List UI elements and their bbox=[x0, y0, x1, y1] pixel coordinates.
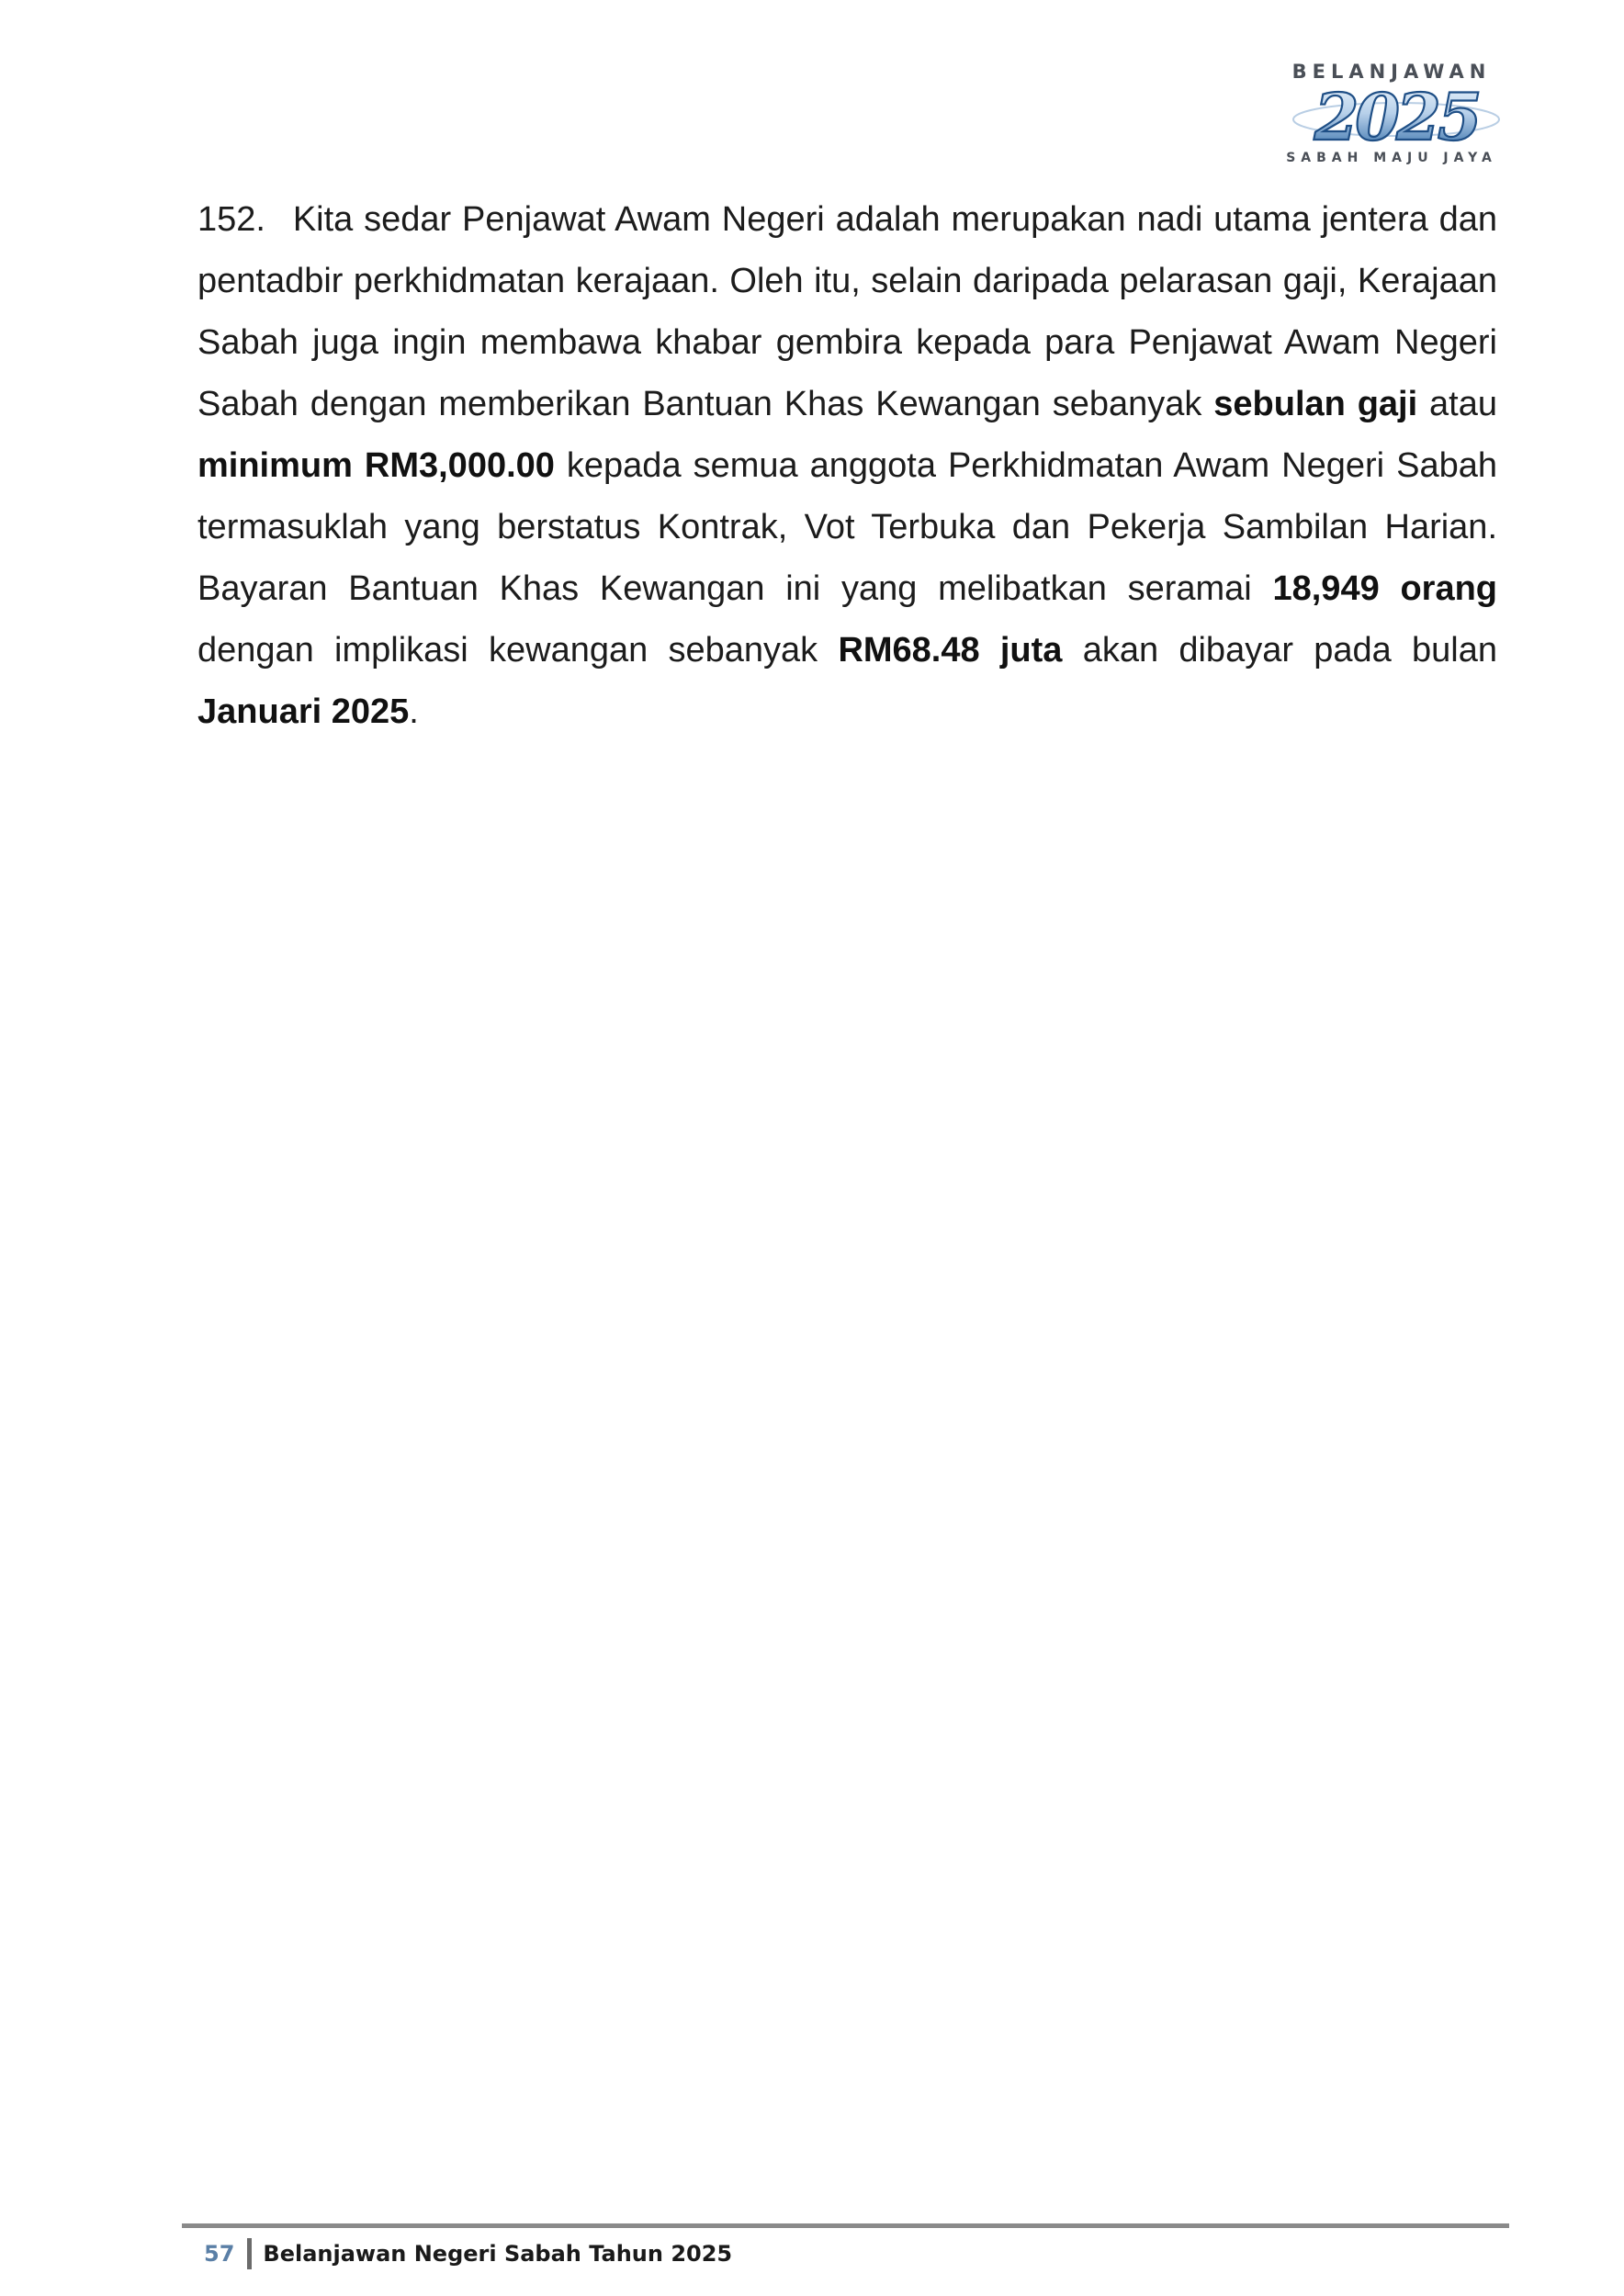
paragraph-text-2: atau bbox=[1429, 385, 1498, 423]
paragraph-text-6: . bbox=[409, 692, 419, 731]
highlight-recipient-count: 18,949 orang bbox=[1272, 569, 1497, 608]
paragraph-number: 152. bbox=[197, 200, 265, 239]
footer-title: Belanjawan Negeri Sabah Tahun 2025 bbox=[263, 2241, 733, 2267]
highlight-payment-month: Januari 2025 bbox=[197, 692, 410, 731]
highlight-one-month-salary: sebulan gaji bbox=[1213, 385, 1418, 423]
paragraph-text-3: kepada semua anggota Perkhidmatan Awam Negeri Sabah termasuklah yang berstatus Kontrak, Vot Terbuka dan Pekerja Sambilan Harian. Bayaran Bantuan Khas Kewangan ini yang melibatkan seramai bbox=[197, 446, 1497, 608]
footer bbox=[204, 2237, 732, 2270]
logo-year-text: 2025 bbox=[1314, 84, 1479, 147]
budget-logo bbox=[1268, 61, 1516, 173]
logo-year-graphic bbox=[1286, 84, 1506, 147]
highlight-financial-implication: RM68.48 juta bbox=[838, 631, 1063, 670]
paragraph-152 bbox=[197, 189, 1497, 743]
paragraph-text-4: dengan implikasi kewangan sebanyak bbox=[197, 631, 818, 670]
logo-tagline: SABAH MAJU JAYA bbox=[1286, 151, 1497, 165]
logo-top-text: BELANJAWAN bbox=[1291, 61, 1492, 83]
paragraph-text-1: Kita sedar Penjawat Awam Negeri adalah merupakan nadi utama jentera dan pentadbir perkhidmatan kerajaan. Oleh itu, selain daripada pelarasan gaji, Kerajaan Sabah juga ingin membawa khabar gembira kepada para Penjawat Awam Negeri Sabah dengan memberikan Bantuan Khas Kewangan sebanyak bbox=[197, 200, 1497, 423]
highlight-minimum-amount: minimum RM3,000.00 bbox=[197, 446, 555, 485]
footer-rule bbox=[182, 2223, 1509, 2228]
footer-divider bbox=[247, 2238, 252, 2269]
page-number: 57 bbox=[204, 2241, 235, 2267]
paragraph-text-5: akan dibayar pada bulan bbox=[1082, 631, 1498, 670]
